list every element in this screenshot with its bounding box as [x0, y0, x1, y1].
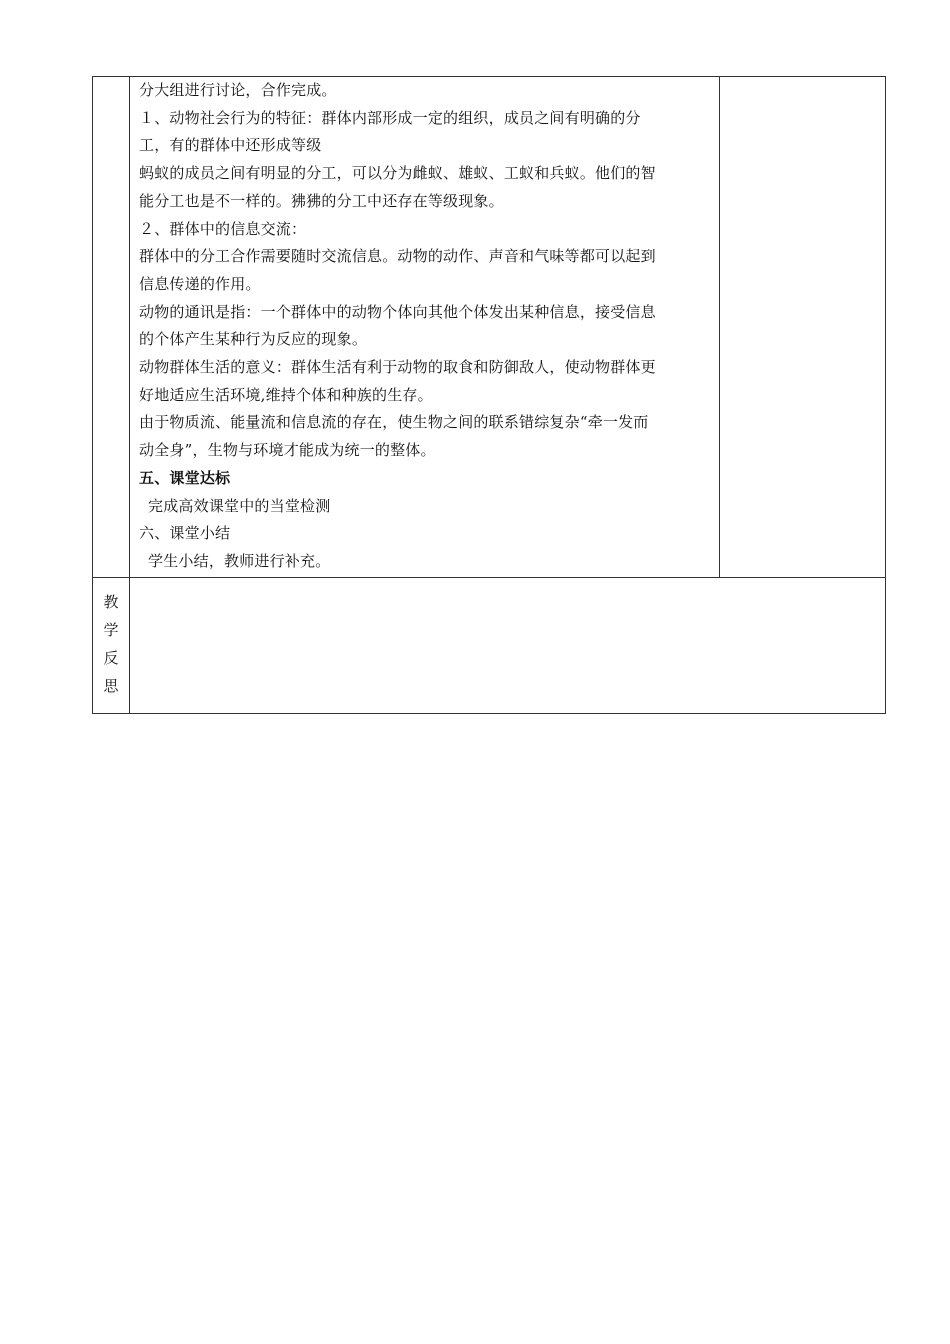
section-heading: 五、课堂达标 [139, 468, 231, 487]
content-line: 信息传递的作用。 [139, 274, 261, 293]
content-line: 好地适应生活环境,维持个体和种族的生存。 [139, 385, 433, 404]
reflection-label-char: 学 [103, 621, 119, 639]
content-line: 动物的通讯是指：一个群体中的动物个体向其他个体发出某种信息，接受信息 [139, 302, 656, 321]
content-line: 的个体产生某种行为反应的现象。 [139, 330, 368, 349]
reflection-content-cell [130, 578, 886, 714]
content-line: 由于物质流、能量流和信息流的存在，使生物之间的联系错综复杂“牵一发而 [139, 413, 649, 432]
content-line: 工，有的群体中还形成等级 [139, 136, 322, 155]
reflection-label-char: 教 [103, 593, 119, 611]
left-blank-cell [93, 77, 130, 578]
reflection-label-cell [93, 578, 130, 714]
content-row [93, 77, 886, 578]
content-line: 学生小结，教师进行补充。 [148, 551, 331, 570]
lesson-content-cell [130, 77, 720, 578]
content-line: １、动物社会行为的特征：群体内部形成一定的组织，成员之间有明确的分 [139, 108, 641, 127]
section-heading: 六、课堂小结 [139, 524, 231, 543]
content-line: ２、群体中的信息交流： [139, 219, 307, 238]
reflection-row [93, 578, 886, 714]
reflection-label-char: 思 [103, 677, 119, 695]
reflection-label-char: 反 [103, 649, 119, 667]
content-line: 群体中的分工合作需要随时交流信息。动物的动作、声音和气味等都可以起到 [139, 247, 656, 266]
content-line: 完成高效课堂中的当堂检测 [148, 496, 331, 515]
notes-blank-cell [719, 77, 885, 578]
lesson-plan-table [92, 76, 886, 714]
content-line: 能分工也是不一样的。狒狒的分工中还存在等级现象。 [139, 191, 504, 210]
content-line: 分大组进行讨论，合作完成。 [139, 81, 337, 99]
content-line: 动物群体生活的意义：群体生活有利于动物的取食和防御敌人，使动物群体更 [139, 358, 656, 377]
content-line: 动全身”，生物与环境才能成为统一的整体。 [139, 441, 436, 460]
content-line: 蚂蚁的成员之间有明显的分工，可以分为雌蚁、雄蚁、工蚁和兵蚁。他们的智 [139, 164, 656, 183]
reflection-label [93, 578, 129, 700]
